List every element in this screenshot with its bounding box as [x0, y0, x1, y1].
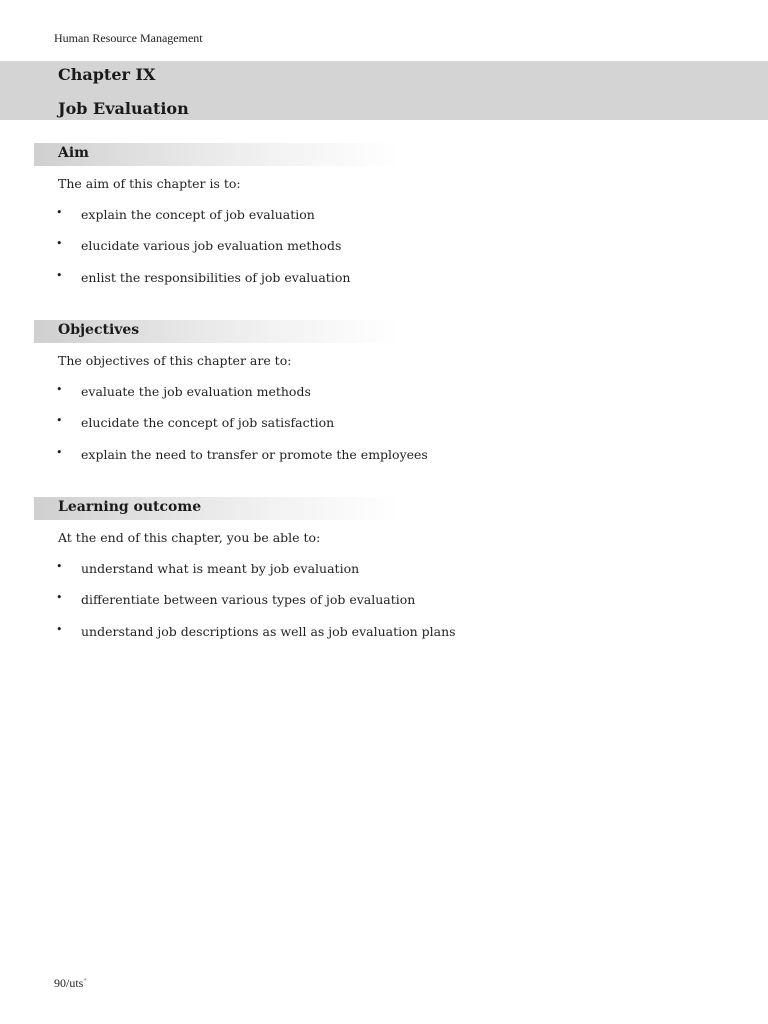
section-heading-label: Aim	[58, 145, 89, 161]
chapter-title: Job Evaluation	[58, 99, 189, 118]
chapter-number: Chapter IX	[58, 65, 156, 84]
running-header: Human Resource Management	[54, 31, 203, 45]
list-item-text: elucidate the concept of job satisfaction	[81, 415, 335, 431]
bullet-icon: •	[56, 414, 63, 428]
section-intro: The objectives of this chapter are to:	[58, 353, 292, 368]
list-item-text: understand job descriptions as well as job evaluation plans	[81, 623, 456, 639]
list-item-text: enlist the responsibilities of job evaluation	[81, 269, 351, 285]
bullet-icon: •	[56, 383, 63, 396]
section-heading	[34, 320, 400, 343]
list-item-text: differentiate between various types of job evaluation	[81, 592, 416, 608]
list-item-text: explain the need to transfer or promote the employees	[81, 446, 428, 462]
bullet-icon: •	[56, 591, 63, 605]
section-heading-label: Objectives	[58, 322, 140, 338]
bullet-icon: •	[56, 622, 63, 636]
bullet-icon: •	[56, 206, 63, 219]
list-item-text: elucidate various job evaluation methods	[81, 238, 342, 254]
section-intro: At the end of this chapter, you be able to:	[58, 530, 321, 545]
list-item-text: evaluate the job evaluation methods	[81, 384, 311, 399]
section-heading-label: Learning outcome	[58, 499, 202, 515]
bullet-icon: •	[56, 445, 63, 459]
list-item-text: explain the concept of job evaluation	[81, 207, 315, 222]
page-mark: +	[83, 978, 87, 984]
page-footer	[54, 976, 87, 991]
bullet-icon: •	[56, 268, 63, 282]
page-number: 90/uts	[54, 976, 84, 990]
list-item-text: understand what is meant by job evaluation	[81, 561, 360, 576]
section-heading	[34, 497, 400, 520]
bullet-icon: •	[56, 237, 63, 251]
bullet-icon: •	[56, 560, 63, 573]
section-intro: The aim of this chapter is to:	[58, 176, 241, 191]
section-heading	[34, 143, 400, 166]
